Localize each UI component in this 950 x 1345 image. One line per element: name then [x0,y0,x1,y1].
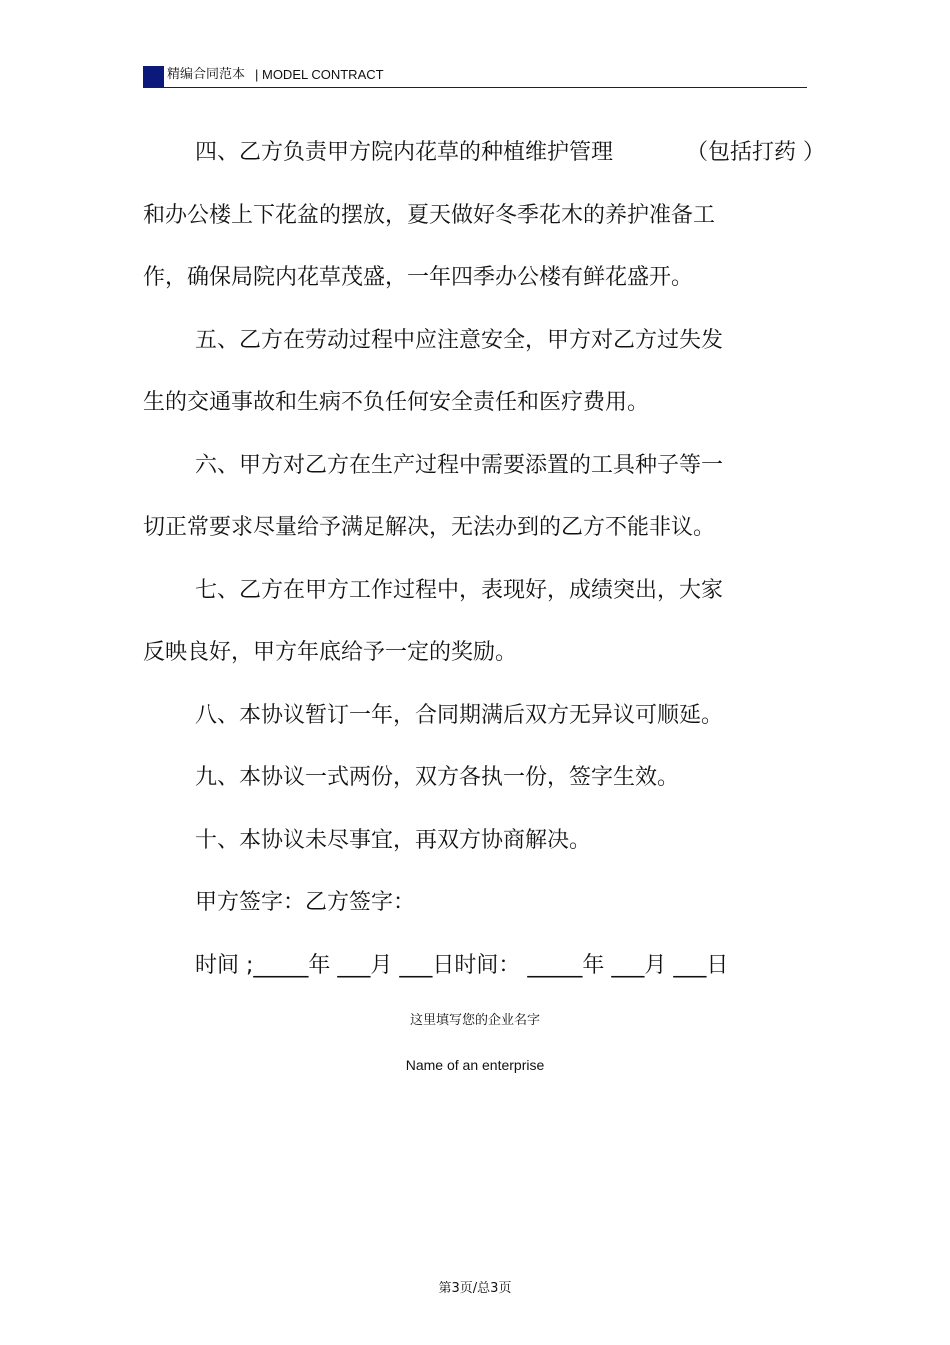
page-number: 第3页/总3页 [438,1281,512,1296]
clause-7-line-1: 七、乙方在甲方工作过程中，表现好，成绩突出，大家 [195,578,724,603]
signature-line: 甲方签字：乙方签字： [195,890,416,915]
clause-7-line-2: 反映良好，甲方年底给予一定的奖励。 [143,640,518,665]
date-line: 时间 ;_____年 ___月 ___日时间： _____年 ___月 ___日 [195,953,729,978]
clause-5-line-1: 五、乙方在劳动过程中应注意安全，甲方对乙方过失发 [195,328,724,353]
clause-4-line-1: 四、乙方负责甲方院内花草的种植维护管理 [195,140,614,165]
header-subtitle: | MODEL CONTRACT [255,67,384,82]
clause-10: 十、本协议未尽事宜，再双方协商解决。 [195,828,592,853]
clause-5-line-2: 生的交通事故和生病不负任何安全责任和医疗费用。 [143,390,650,415]
clause-6-line-2: 切正常要求尽量给予满足解决，无法办到的乙方不能非议。 [143,515,716,540]
clause-6-line-1: 六、甲方对乙方在生产过程中需要添置的工具种子等一 [195,453,724,478]
page-header [143,66,807,90]
enterprise-name-en: Name of an enterprise [405,1057,545,1073]
clause-4-line-3: 作，确保局院内花草茂盛，一年四季办公楼有鲜花盛开。 [143,265,694,290]
header-rule [143,87,807,88]
clause-8: 八、本协议暂订一年，合同期满后双方无异议可顺延。 [195,703,724,728]
clause-9: 九、本协议一式两份，双方各执一份，签字生效。 [195,765,680,790]
enterprise-name-cn: 这里填写您的企业名字 [409,1013,540,1028]
clause-4-line-2: 和办公楼上下花盆的摆放，夏天做好冬季花木的养护准备工 [143,203,716,228]
clause-4-parenthetical: （包括打药 ） [686,140,825,165]
logo-square-icon [143,66,164,87]
header-title: 精编合同范本 [167,67,246,82]
